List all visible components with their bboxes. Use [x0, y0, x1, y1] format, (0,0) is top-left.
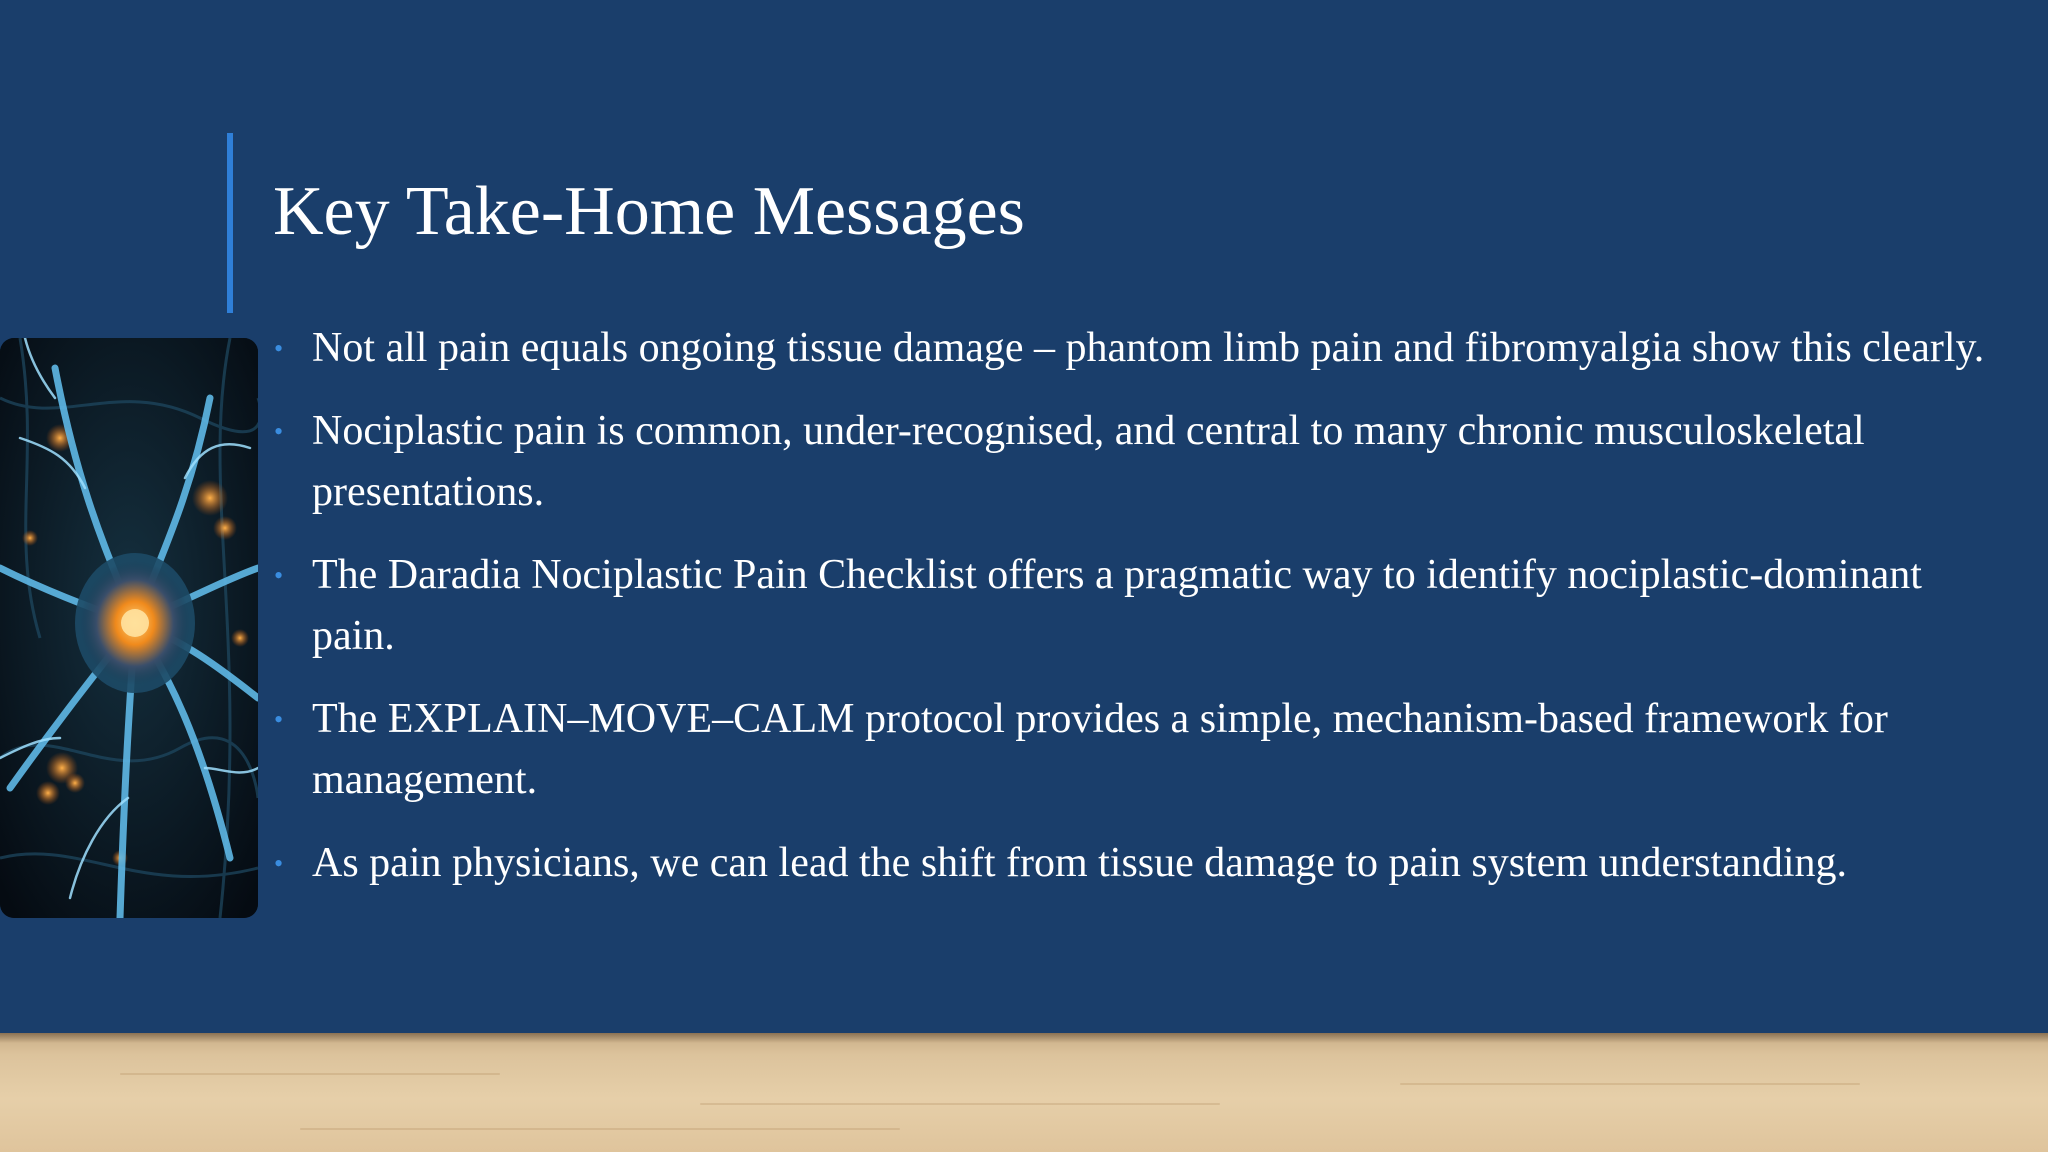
bullet-text: The Daradia Nociplastic Pain Checklist offers a pragmatic way to identify nociplastic-dominant pain.	[312, 552, 1922, 659]
wood-grain	[300, 1128, 900, 1130]
bullet-item	[272, 689, 1992, 811]
bullet-dot-icon: •	[274, 417, 284, 446]
floor-shadow	[0, 1033, 2048, 1043]
title-accent-bar	[227, 133, 233, 313]
wood-grain	[120, 1073, 500, 1075]
bullet-text: Not all pain equals ongoing tissue damage – phantom limb pain and fibromyalgia show this clearly.	[312, 325, 1985, 371]
bullet-dot-icon: •	[274, 705, 284, 734]
wooden-floor-background	[0, 1033, 2048, 1152]
bullet-item	[272, 545, 1992, 667]
neuron-image	[0, 338, 258, 918]
bullet-item	[272, 833, 1992, 894]
bullet-dot-icon: •	[274, 334, 284, 363]
bullet-item	[272, 318, 1992, 379]
bullet-list	[272, 318, 1992, 916]
bullet-dot-icon: •	[274, 561, 284, 590]
bullet-item	[272, 401, 1992, 523]
bullet-text: Nociplastic pain is common, under-recognised, and central to many chronic musculoskeletal presentations.	[312, 408, 1865, 515]
slide-title: Key Take-Home Messages	[273, 173, 1025, 250]
wood-grain	[700, 1103, 1220, 1105]
bullet-text: As pain physicians, we can lead the shift from tissue damage to pain system understanding.	[312, 840, 1847, 886]
bullet-dot-icon: •	[274, 849, 284, 878]
wood-grain	[1400, 1083, 1860, 1085]
bullet-text: The EXPLAIN–MOVE–CALM protocol provides a simple, mechanism-based framework for management.	[312, 696, 1888, 803]
